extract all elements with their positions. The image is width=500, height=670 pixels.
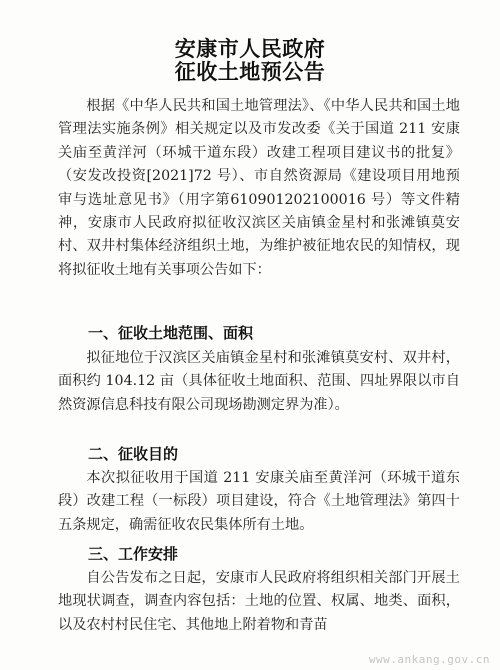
intro-paragraph: 根据《中华人民共和国土地管理法》、《中华人民共和国土地管理法实施条例》相关规定以及市发改委《关于国道 211 安康关庙至黄洋河（环城干道东段）改建工程项目建议书的批复》（安发改投资[2021]72 号）、市自然资源局《建设项目用地预审与选址意见书》（用字第610901202100016 号）等文件精神，安康市人民政府拟征收汉滨区关庙镇金星村和张滩镇莫安村、双井村集体经济组织土地，为维护被征地农民的知情权，现将拟征收土地有关事项公告如下： — [58, 98, 460, 278]
section-text-purpose: 本次拟征收用于国道 211 安康关庙至黄洋河（环城干道东段）改建工程（一标段）项目建设，符合《土地管理法》第四十五条规定，确需征收农民集体所有土地。 — [58, 470, 460, 533]
section-heading-arrangement: 三、工作安排 — [88, 545, 179, 563]
section-text-arrangement: 自公告发布之日起，安康市人民政府将组织相关部门开展土地现状调查，调查内容包括：土地的位置、权属、地类、面积，以及农村村民住宅、其他地上附着物和青苗 — [58, 570, 460, 633]
document-title-issuer: 安康市人民政府 — [174, 37, 326, 61]
section-heading-scope: 一、征收土地范围、面积 — [88, 324, 254, 342]
site-watermark: www.ankang.gov.cn — [368, 653, 490, 666]
document-title-subject: 征收土地预公告 — [174, 60, 326, 84]
section-heading-purpose: 二、征收目的 — [88, 445, 179, 463]
section-text-scope: 拟征地位于汉滨区关庙镇金星村和张滩镇莫安村、双井村，面积约 104.12 亩（具体征收土地面积、范围、四址界限以市自然资源信息科技有限公司现场勘测定界为准）。 — [58, 350, 460, 413]
